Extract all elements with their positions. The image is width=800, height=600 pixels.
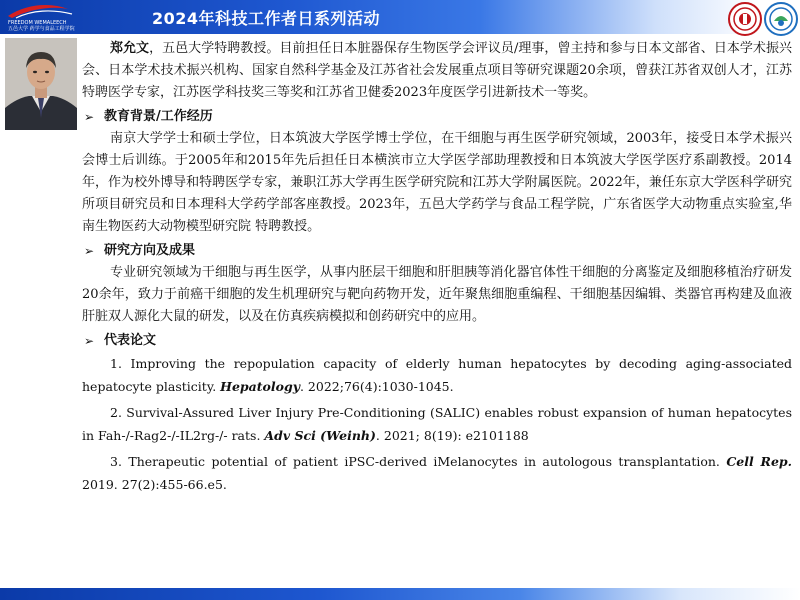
university-logo xyxy=(2,0,97,34)
research-paragraph: 专业研究领域为干细胞与再生医学，从事内胚层干细胞和肝胆胰等消化器官体性干细胞的分离鉴定及细胞移植治疗研发20余年，致力于前癌干细胞的发生机理研究与靶向药物开发，近年聚焦细胞重编程、干细胞基因编辑、类器官再构建及血液肝脏双人源化大鼠的研发，以及在仿真疾病模拟和创药研究中的应用。 xyxy=(82,265,792,324)
section-heading-education xyxy=(0,106,792,128)
section-title: 教育背景/工作经历 xyxy=(104,109,213,124)
page-title: 2024年科技工作者日系列活动 xyxy=(152,9,381,28)
publication-item: 1. Improving the repopulation capacity of elderly human hepatocytes by decoding aging-associated hepatocyte plasticity. Hepatology. 2022;76(4):1030-1045. xyxy=(82,356,792,394)
education-paragraph: 南京大学学士和硕士学位，日本筑波大学医学博士学位，在干细胞与再生医学研究领域，2003年，接受日本学术振兴会博士后训练。于2005年和2015年先后担任日本横滨市立大学医学部助理教授和日本筑波大学医学医疗系副教授。2014年，作为校外博导和特聘医学专家，兼职江苏大学再生医学研究院和江苏大学附属医院。2022年，兼任东京大学医科学研究所项目研究员和日本理科大学药学部客座教授。2023年，五邑大学药学与食品工程学院，广东省医学大动物重点实验室,华南生物医药大动物模型研究院 特聘教授。 xyxy=(82,131,792,234)
journal-name: Cell Rep. xyxy=(726,454,792,469)
arrow-icon: ➢ xyxy=(84,334,95,348)
arrow-icon: ➢ xyxy=(84,244,95,258)
journal-name: Hepatology xyxy=(220,379,300,394)
logo-caption: FREEDOM WEMALEECH 五邑大学 药学与食品工程学院 xyxy=(8,20,75,32)
section-heading-papers xyxy=(0,330,792,352)
intro-text: ，五邑大学特聘教授。目前担任日本脏器保存生物医学会评议员/理事，曾主持和参与日本文部省、日本学术振兴会、日本学术技术振兴机构、国家自然科学基金及江苏省社会发展重点项目等研究课题20余项，曾获江苏省双创人才，江苏特聘医学专家，江苏医学科技奖三等奖和江苏省卫健委2023年度医学引进新技术一等奖。 xyxy=(82,41,792,100)
publication-item: 3. Therapeutic potential of patient iPSC-derived iMelanocytes in autologous transplantation. Cell Rep. 2019. 27(2):455-66.e5. xyxy=(82,454,792,492)
person-name: 郑允文 xyxy=(110,41,150,56)
section-title: 代表论文 xyxy=(104,333,157,348)
section-title: 研究方向及成果 xyxy=(104,243,196,258)
footer-bar xyxy=(0,588,800,600)
header-bar xyxy=(0,0,800,34)
university-seal-icon xyxy=(728,2,762,36)
society-seal-icon xyxy=(764,2,798,36)
intro-paragraph xyxy=(82,38,792,104)
arrow-icon: ➢ xyxy=(84,110,95,124)
section-heading-research xyxy=(0,240,792,262)
bio-content xyxy=(82,38,792,499)
publication-item: 2. Survival-Assured Liver Injury Pre-Conditioning (SALIC) enables robust expansion of human hepatocytes in Fah-/-Rag2-/-IL2rg-/- rats. Adv Sci (Weinh). 2021; 8(19): e2101188 xyxy=(82,405,792,443)
swoosh-icon xyxy=(2,0,97,22)
journal-name: Adv Sci (Weinh) xyxy=(264,428,376,443)
